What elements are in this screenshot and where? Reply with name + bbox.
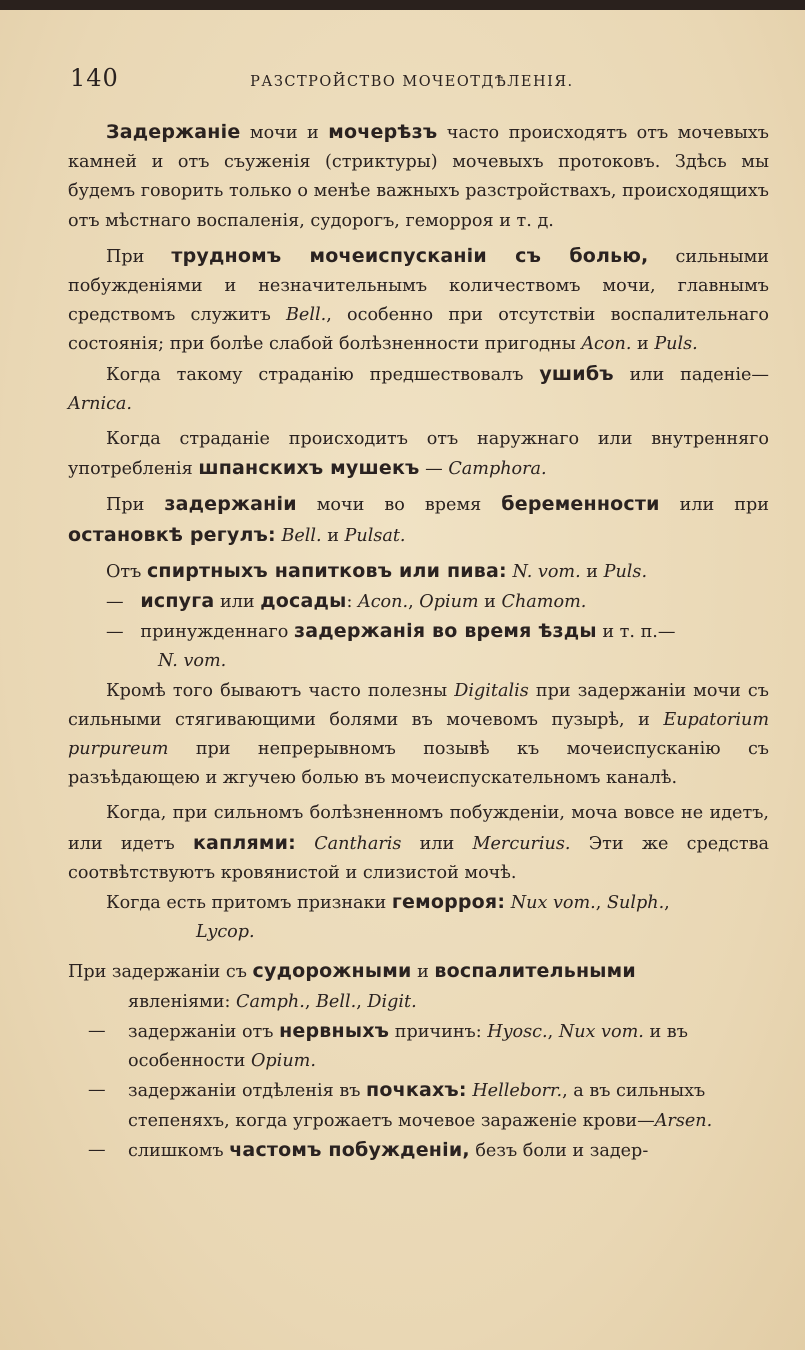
paragraph-3 <box>68 360 769 419</box>
text: При задержаніи съ <box>68 962 253 983</box>
remedy: Acon. <box>358 592 409 613</box>
remedy: Camphora. <box>448 459 547 480</box>
page-header <box>70 64 765 92</box>
term: нервныхъ <box>279 1019 390 1042</box>
remedy: Digit. <box>367 991 417 1012</box>
text <box>296 834 314 854</box>
text: при задержаніи мочи съ сильными стягивающими болями въ мочевомъ пузырѣ, и <box>68 680 769 730</box>
text: и <box>321 525 345 546</box>
text: часто происходятъ отъ мочевыхъ камней и отъ съуженія (стриктуры) мочевыхъ протоковъ. Здѣсь мы будемъ говорить только о менѣе важныхъ разстройствахъ, происходящихъ отъ мѣстнаго воспаленія, судорогъ, геморроя и т. д. <box>68 123 769 231</box>
paragraph-11 <box>68 888 769 947</box>
page-number: 140 <box>70 64 119 92</box>
text: задержаніи отъ <box>128 1021 280 1042</box>
remedy: Bell. <box>286 305 327 326</box>
text: , а въ сильныхъ степеняхъ, когда угрожаетъ мочевое зараженіе крови— <box>128 1081 706 1131</box>
running-title: РАЗСТРОЙСТВО МОЧЕОТДѢЛЕНІЯ. <box>250 74 574 90</box>
text: , <box>595 893 607 914</box>
text: мочи во время <box>296 495 502 516</box>
text: Когда есть притомъ признаки <box>106 893 392 914</box>
term: спиртныхъ напитковъ или пива: <box>146 559 507 582</box>
term: частомъ побужденіи, <box>229 1138 470 1161</box>
text: , <box>547 1021 559 1042</box>
remedy: Bell. <box>281 525 322 546</box>
term: досады <box>260 590 347 613</box>
term: почкахъ: <box>366 1079 467 1102</box>
text: и <box>631 334 655 355</box>
text: и <box>411 962 435 983</box>
dash: — <box>106 592 124 613</box>
page-body <box>68 118 769 1166</box>
term: задержанія во время ѣзды <box>293 620 597 643</box>
text: , особенно при отсутствіи воспалительнаго состоянія; при болѣе слабой болѣзненности пригодны <box>68 305 769 355</box>
remedy: Mercurius. <box>472 833 571 854</box>
paragraph-12 <box>68 957 769 1016</box>
term: Задержаніе <box>106 121 241 143</box>
text: Когда такому страданію предшествовалъ <box>106 364 540 385</box>
text: слишкомъ <box>128 1140 230 1161</box>
paragraph-10 <box>68 799 769 888</box>
paragraph-14 <box>68 1076 769 1135</box>
remedy: Nux vom. <box>558 1021 644 1042</box>
paragraph-2 <box>68 242 769 360</box>
remedy: Opium. <box>251 1051 316 1072</box>
remedy: Hyosc. <box>487 1021 548 1042</box>
text: — <box>419 459 449 480</box>
remedy: Helleborr. <box>472 1081 563 1102</box>
scan-edge <box>0 0 805 10</box>
term: воспалительными <box>434 960 636 983</box>
remedy: Eupatorium purpureum <box>68 709 769 760</box>
remedy: Puls. <box>603 561 648 582</box>
text: задержаніи отдѣленія въ <box>128 1081 367 1102</box>
text: или при <box>659 495 769 516</box>
remedy: Pulsat. <box>344 525 406 546</box>
term: испуга <box>140 590 215 613</box>
term: каплями: <box>192 831 296 854</box>
term: судорожными <box>252 960 412 983</box>
remedy: Arsen. <box>654 1110 713 1131</box>
text: При <box>106 495 165 516</box>
text: При <box>106 246 172 267</box>
text: или паденіе— <box>613 364 769 385</box>
term: остановкѣ регулъ: <box>68 523 276 546</box>
text: причинъ: <box>389 1021 488 1042</box>
paragraph-1 <box>68 118 769 236</box>
text: сильными побужденіями и незначительнымъ количествомъ мочи, главнымъ средствомъ служитъ <box>68 246 769 326</box>
remedy: N. vom. <box>158 651 227 672</box>
text: Когда страданіе происходитъ отъ наружнаго или внутренняго употребленія <box>68 429 769 480</box>
term: ушибъ <box>539 362 614 385</box>
text: мочи и <box>240 123 329 143</box>
text: и т. п.— <box>596 622 676 643</box>
remedy: N. vom. <box>512 561 581 582</box>
term: задержаніи <box>164 493 297 516</box>
paragraph-6 <box>68 557 769 587</box>
text: принужденнаго <box>140 622 294 643</box>
text: , <box>304 991 316 1012</box>
paragraph-4 <box>68 425 769 484</box>
term: шпанскихъ мушекъ <box>198 457 420 480</box>
text: Кромѣ того бываютъ часто полезны <box>106 680 455 701</box>
paragraph-5 <box>68 490 769 550</box>
term: мочерѣзъ <box>328 121 438 143</box>
remedy: Opium <box>419 592 479 613</box>
paragraph-8 <box>68 617 769 676</box>
dash: — <box>106 622 124 643</box>
text: Отъ <box>106 561 147 582</box>
text: или <box>401 833 473 854</box>
remedy: Acon. <box>581 334 632 355</box>
remedy: Cantharis <box>314 833 402 854</box>
paragraph-9 <box>68 677 769 794</box>
remedy: Camph. <box>235 991 305 1012</box>
remedy: Sulph. <box>606 893 665 914</box>
remedy: Digitalis <box>454 680 529 701</box>
text: и въ особенности <box>128 1021 688 1072</box>
text: и <box>580 561 604 582</box>
dash: — <box>88 1080 106 1101</box>
text: Эти же средства соотвѣтствуютъ кровянистой и слизистой мочѣ. <box>68 833 770 883</box>
paragraph-15 <box>68 1136 769 1166</box>
remedy: Nux vom. <box>510 893 596 914</box>
remedy: Lycop. <box>196 922 255 943</box>
text: при непрерывномъ позывѣ къ мочеиспусканію съ разъѣдающею и жгучею болью въ мочеиспускательномъ каналѣ. <box>68 739 769 789</box>
text: , <box>408 592 420 613</box>
text: или <box>214 592 261 613</box>
text: и <box>478 592 502 613</box>
remedy: Arnica. <box>68 393 133 414</box>
term: беременности <box>501 493 660 516</box>
remedy: Puls. <box>654 334 698 355</box>
paragraph-13 <box>68 1017 769 1076</box>
paragraph-7 <box>68 587 769 617</box>
remedy: Bell. <box>316 991 357 1012</box>
text: явленіями: <box>128 991 236 1012</box>
text: безъ боли и задер- <box>469 1140 649 1161</box>
dash: — <box>88 1139 106 1160</box>
text: : <box>346 592 358 613</box>
remedy: Chamom. <box>501 592 587 613</box>
text: , <box>356 991 368 1012</box>
text: , <box>664 893 670 914</box>
text: Когда, при сильномъ болѣзненномъ побужденіи, моча вовсе не идетъ, или идетъ <box>68 803 769 854</box>
term: геморроя: <box>391 891 506 914</box>
dash: — <box>88 1020 106 1041</box>
term: трудномъ мочеиспусканіи съ болью, <box>171 244 649 267</box>
